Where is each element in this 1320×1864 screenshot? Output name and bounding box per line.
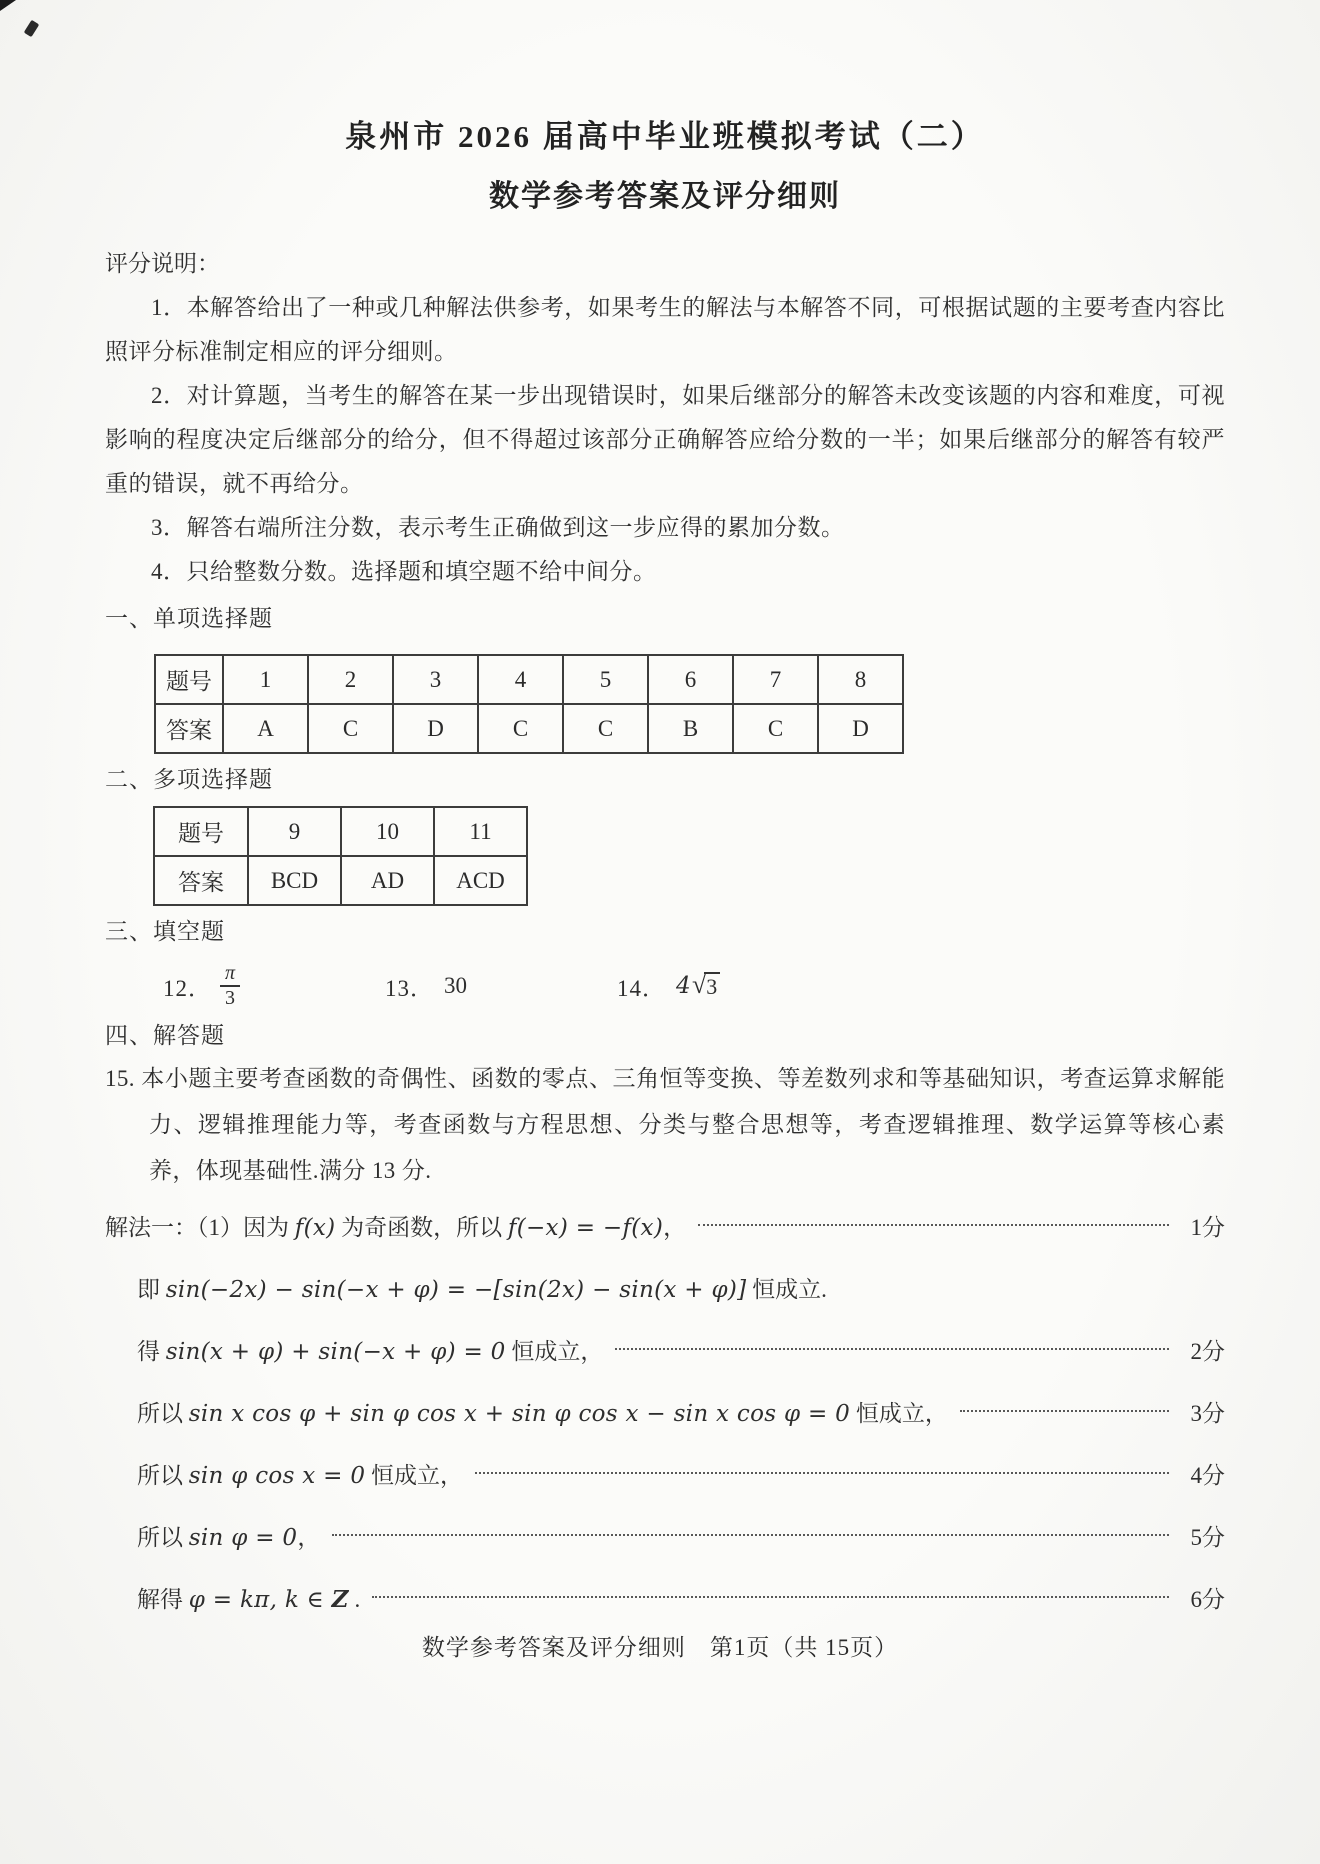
question-number-cell: 2 [308, 655, 393, 704]
answer-cell: AD [341, 856, 434, 905]
fill-answer-13 [385, 970, 617, 1003]
question-label: 14． [617, 975, 666, 1001]
question-number-cell: 3 [393, 655, 478, 704]
step-text: 即 sin(−2x) − sin(−x + φ) = −[sin(2x) − sin(x + φ)] 恒成立. [137, 1276, 827, 1303]
question-number-cell: 7 [733, 655, 818, 704]
page-subtitle: 数学参考答案及评分细则 [489, 180, 841, 213]
fill-blank-answers-row [105, 960, 1225, 1012]
question-label: 12． [163, 975, 212, 1001]
radical-coefficient: 4 [676, 973, 691, 999]
step-text: 解得 φ = kπ, k ∈ Z . [137, 1585, 361, 1613]
question-number-cell: 6 [648, 655, 733, 704]
section-heading-fill-blank: 三、填空题 [105, 919, 225, 944]
dotted-leader [332, 1534, 1169, 1536]
question-number-cell: 8 [818, 655, 903, 704]
fraction-numerator: π [225, 962, 236, 984]
section-heading-free-response: 四、解答题 [105, 1023, 225, 1048]
row-label-cell: 答案 [154, 856, 248, 905]
step-text: 所以 sin x cos φ + sin φ cos x + sin φ cos x − sin x cos φ = 0 恒成立， [137, 1400, 948, 1427]
step-score: 4分 [1190, 1462, 1225, 1488]
answer-cell: ACD [434, 856, 527, 905]
answer-cell: D [393, 704, 478, 753]
step-text: 解法一：（1）因为 f(x) 为奇函数，所以 f(−x) = −f(x)， [105, 1214, 687, 1241]
page-title: 泉州市 2026 届高中毕业班模拟考试（二） [345, 119, 985, 154]
dotted-leader [615, 1348, 1169, 1350]
row-label-cell: 题号 [155, 655, 223, 704]
question-number-cell: 1 [223, 655, 308, 704]
step-text: 所以 sin φ cos x = 0 恒成立， [137, 1462, 464, 1489]
step-score: 2分 [1190, 1338, 1225, 1364]
dotted-leader [475, 1472, 1169, 1474]
table-row-question-numbers [154, 807, 527, 856]
solution-step-1 [105, 1194, 1225, 1256]
solution-step-4 [105, 1380, 1225, 1442]
integer-set-symbol: Z [331, 1585, 349, 1613]
grading-notes-heading: 评分说明： [105, 251, 220, 276]
page-footer: 数学参考答案及评分细则 第1页（共 15页） [421, 1635, 899, 1660]
dotted-leader [698, 1224, 1169, 1226]
row-label-cell: 题号 [154, 807, 248, 856]
radical-sign: √ [691, 970, 707, 1000]
fraction-denominator: 3 [220, 985, 240, 1010]
radicand: 3 [704, 972, 720, 999]
answer-cell: D [818, 704, 903, 753]
answer-cell: B [648, 704, 733, 753]
question-number-cell: 4 [478, 655, 563, 704]
multi-choice-answer-table [153, 806, 528, 906]
answer-cell: BCD [248, 856, 341, 905]
solution-step-3 [105, 1318, 1225, 1380]
question-number-cell: 11 [434, 807, 527, 856]
solution-step-2 [105, 1256, 1225, 1318]
section-heading-multi-choice: 二、多项选择题 [105, 767, 273, 792]
question-number-cell: 10 [341, 807, 434, 856]
answer-cell: C [733, 704, 818, 753]
row-label-cell: 答案 [155, 704, 223, 753]
question-15-intro: 15. 本小题主要考查函数的奇偶性、函数的零点、三角恒等变换、等差数列求和等基础知识，考查运算求解能力、逻辑推理能力等，考查函数与方程思想、分类与整合思想等，考查逻辑推理、数学运算等核心素养，体现基础性.满分 13 分. [105, 1066, 1225, 1183]
solution-step-6 [105, 1504, 1225, 1566]
answer-value: 30 [444, 973, 467, 998]
table-row-answers [155, 704, 903, 753]
step-score: 3分 [1190, 1400, 1225, 1426]
step-text: 所以 sin φ = 0， [137, 1524, 321, 1551]
scan-artifact [24, 20, 40, 37]
step-score: 1分 [1190, 1214, 1225, 1240]
step-score: 5分 [1190, 1524, 1225, 1550]
scan-artifact [0, 0, 16, 11]
grading-note-4: 4．只给整数分数。选择题和填空题不给中间分。 [151, 559, 657, 584]
table-row-answers [154, 856, 527, 905]
step-text: 得 sin(x + φ) + sin(−x + φ) = 0 恒成立， [137, 1338, 604, 1365]
dotted-leader [960, 1410, 1169, 1412]
question-number-cell: 9 [248, 807, 341, 856]
fill-answer-14 [617, 970, 720, 1003]
table-row-question-numbers [155, 655, 903, 704]
grading-note-1: 1．本解答给出了一种或几种解法供参考，如果考生的解法与本解答不同，可根据试题的主要考查内容比照评分标准制定相应的评分细则。 [105, 295, 1225, 364]
dotted-leader [372, 1596, 1169, 1598]
grading-note-2: 2．对计算题，当考生的解答在某一步出现错误时，如果后继部分的解答未改变该题的内容和难度，可视影响的程度决定后继部分的给分，但不得超过该部分正确解答应给分数的一半；如果后继部分的解答有较严重的错误，就不再给分。 [105, 383, 1225, 496]
answer-cell: C [478, 704, 563, 753]
step-score: 6分 [1190, 1586, 1225, 1612]
solution-step-5 [105, 1442, 1225, 1504]
grading-note-3: 3．解答右端所注分数，表示考生正确做到这一步应得的累加分数。 [151, 515, 845, 540]
square-root-expression [692, 972, 720, 999]
section-heading-single-choice: 一、单项选择题 [105, 606, 273, 631]
question-15-solution [105, 1194, 1225, 1628]
answer-cell: C [308, 704, 393, 753]
answer-cell: A [223, 704, 308, 753]
fraction-pi-over-3 [220, 962, 240, 1010]
question-number-cell: 5 [563, 655, 648, 704]
answer-cell: C [563, 704, 648, 753]
single-choice-answer-table [154, 654, 904, 754]
document-body [105, 0, 1225, 1628]
fill-answer-12 [163, 962, 385, 1010]
solution-step-7 [105, 1566, 1225, 1628]
question-label: 13． [385, 975, 434, 1001]
